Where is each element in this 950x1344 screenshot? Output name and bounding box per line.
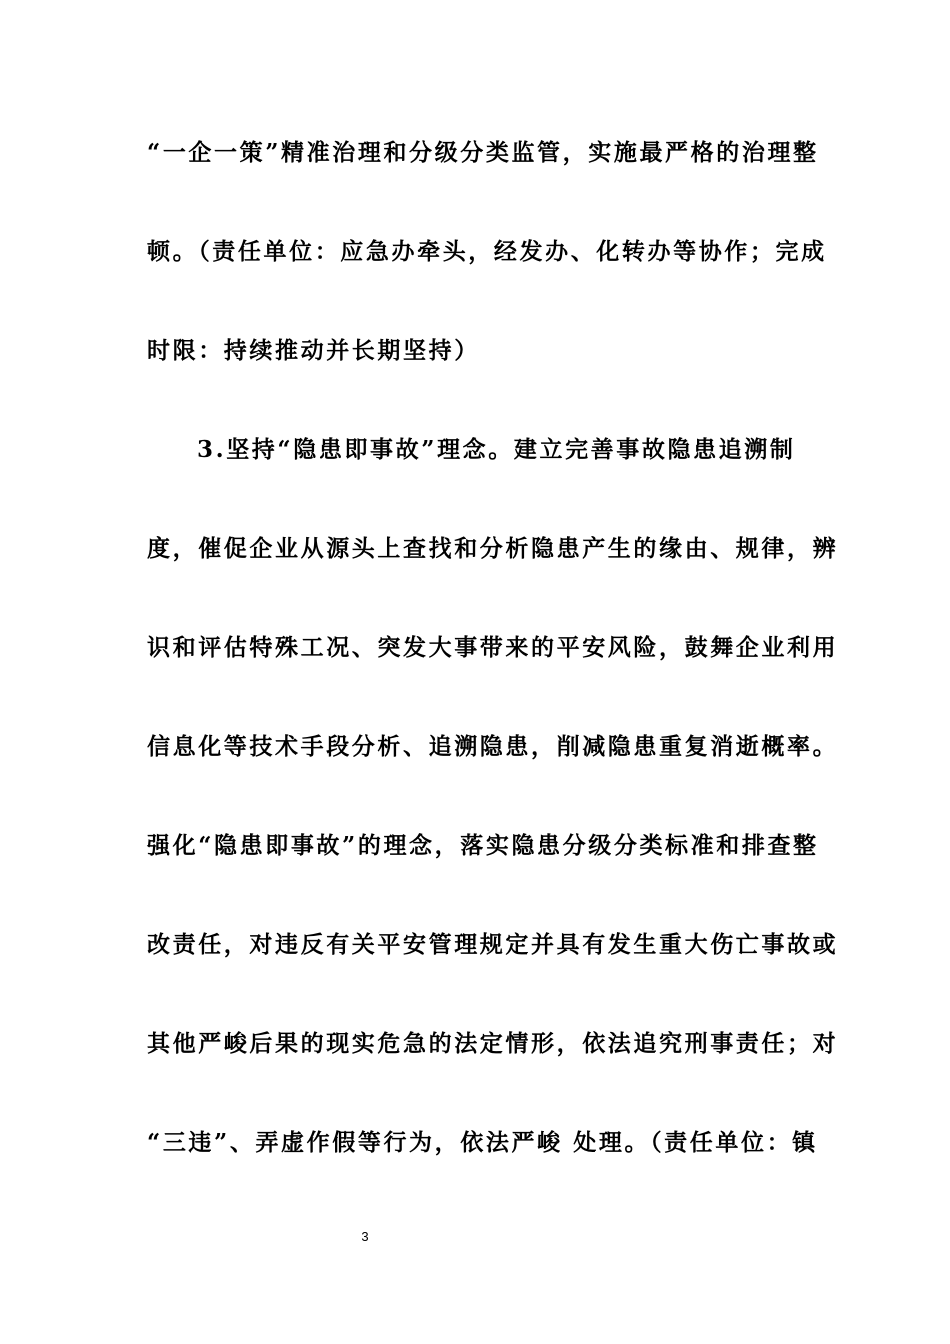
text-line: “一企一策”精准治理和分级分类监管，实施最严格的治理整 bbox=[147, 139, 819, 166]
text-line: 顿。（责任单位：应急办牵头，经发办、化转办等协作；完成 bbox=[147, 238, 827, 265]
text-line: 识和评估特殊工况、突发大事带来的平安风险，鼓舞企业利用 bbox=[147, 634, 839, 661]
text-line: 度，催促企业从源头上查找和分析隐患产生的缘由、规律，辨 bbox=[147, 535, 839, 562]
text-line: 其他严峻后果的现实危急的法定情形，依法追究刑事责任；对 bbox=[147, 1030, 839, 1057]
text-line: “三违”、弄虚作假等行为，依法严峻 处理。（责任单位：镇 bbox=[147, 1129, 818, 1156]
text-line: 改责任，对违反有关平安管理规定并具有发生重大伤亡事故或 bbox=[147, 931, 839, 958]
paragraph-start-line: 3.坚持“隐患即事故”理念。建立完善事故隐患追溯制 bbox=[197, 436, 796, 463]
page-number: 3 bbox=[361, 1229, 369, 1244]
text-line: 信息化等技术手段分析、追溯隐患，削减隐患重复消逝概率。 bbox=[147, 733, 839, 760]
text-line: 强化“隐患即事故”的理念，落实隐患分级分类标准和排查整 bbox=[147, 832, 819, 859]
text-line: 时限：持续推动并长期坚持） bbox=[147, 337, 480, 364]
